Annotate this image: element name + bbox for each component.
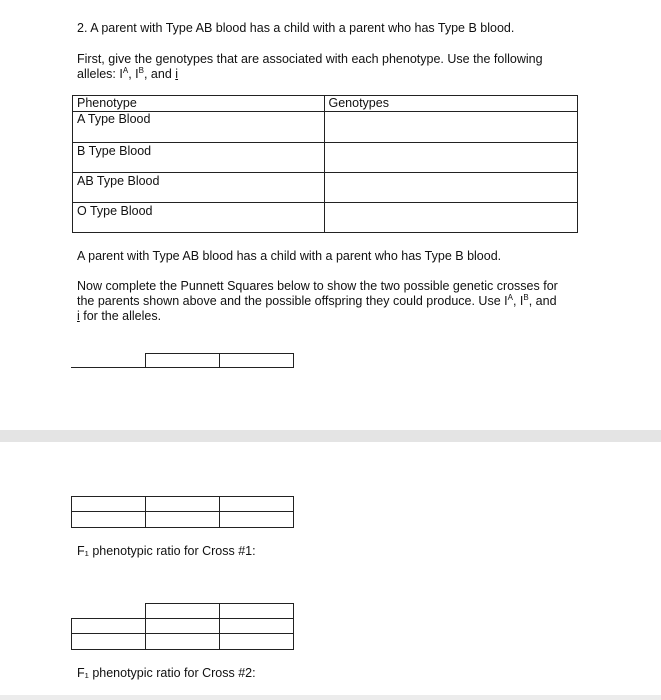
- genotype-input-cell[interactable]: [324, 203, 578, 233]
- punnett-corner-line: [71, 367, 145, 368]
- phenotype-cell: O Type Blood: [73, 203, 325, 233]
- table-row: [73, 143, 578, 173]
- header-genotypes-label: Genotypes: [328, 96, 389, 110]
- punnett-line3-rest: for the alleles.: [79, 309, 162, 323]
- instructions-line1: First, give the genotypes that are associated with each phenotype. Use the following: [77, 52, 543, 66]
- header-phenotype-label: Phenotype: [77, 96, 137, 110]
- restatement-text: A parent with Type AB blood has a child with a parent who has Type B blood.: [77, 249, 502, 263]
- punnett-header-cell[interactable]: [219, 603, 294, 619]
- page-break: [0, 430, 661, 442]
- punnett-cell[interactable]: [145, 496, 220, 512]
- punnett-cell[interactable]: [145, 511, 220, 528]
- page-bottom-edge: [0, 695, 661, 700]
- phenotype-cell: A Type Blood: [73, 112, 325, 143]
- punnett-header-cell[interactable]: [145, 603, 220, 619]
- phenotype-cell: AB Type Blood: [73, 173, 325, 203]
- punnett-cell[interactable]: [219, 511, 294, 528]
- punnett-line2-end: , and: [528, 294, 557, 308]
- punnett-allele-i: i: [77, 309, 80, 323]
- instructions-line2: [77, 67, 178, 81]
- cross1-ratio-label: F₁ phenotypic ratio for Cross #1:: [77, 544, 256, 558]
- alleles-separator-2: , and: [143, 67, 176, 81]
- alleles-separator-1: , I: [128, 67, 139, 81]
- genotype-input-cell[interactable]: [324, 143, 578, 173]
- genotype-input-cell[interactable]: [324, 112, 578, 143]
- punnett-sup-b: B: [523, 293, 529, 302]
- header-phenotype: [73, 96, 325, 112]
- header-genotypes: [324, 96, 578, 112]
- table-row: [73, 173, 578, 203]
- genotype-input-cell[interactable]: [324, 173, 578, 203]
- punnett-cell[interactable]: [71, 633, 146, 650]
- question-title: 2. A parent with Type AB blood has a child with a parent who has Type B blood.: [77, 21, 515, 35]
- punnett-header-cell[interactable]: [219, 353, 294, 368]
- punnett-header-cell[interactable]: [145, 353, 220, 368]
- punnett-cell[interactable]: [71, 496, 146, 512]
- allele-a-superscript: A: [122, 66, 129, 75]
- allele-b-superscript: B: [138, 66, 144, 75]
- table-header-row: [73, 96, 578, 112]
- punnett-cell[interactable]: [219, 633, 294, 650]
- punnett-line2-prefix: the parents shown above and the possible offspring they could produce. Use I: [77, 294, 508, 308]
- punnett-instructions-line3: [77, 309, 161, 323]
- table-row: [73, 203, 578, 233]
- punnett-line2-mid: , I: [512, 294, 524, 308]
- punnett-sup-a: A: [507, 293, 513, 302]
- punnett-cell[interactable]: [145, 618, 220, 634]
- punnett-cell[interactable]: [71, 618, 146, 634]
- allele-i: i: [175, 67, 179, 81]
- punnett-cell[interactable]: [219, 618, 294, 634]
- punnett-cell[interactable]: [71, 511, 146, 528]
- cross2-ratio-label: F₁ phenotypic ratio for Cross #2:: [77, 666, 256, 680]
- punnett-instructions-line2: [77, 294, 557, 308]
- table-row: [73, 112, 578, 143]
- phenotype-genotype-table: [72, 95, 578, 233]
- phenotype-cell: B Type Blood: [73, 143, 325, 173]
- punnett-cell[interactable]: [145, 633, 220, 650]
- alleles-prefix: alleles: I: [77, 67, 123, 81]
- punnett-instructions-line1: Now complete the Punnett Squares below to show the two possible genetic crosses for: [77, 279, 558, 293]
- punnett-cell[interactable]: [219, 496, 294, 512]
